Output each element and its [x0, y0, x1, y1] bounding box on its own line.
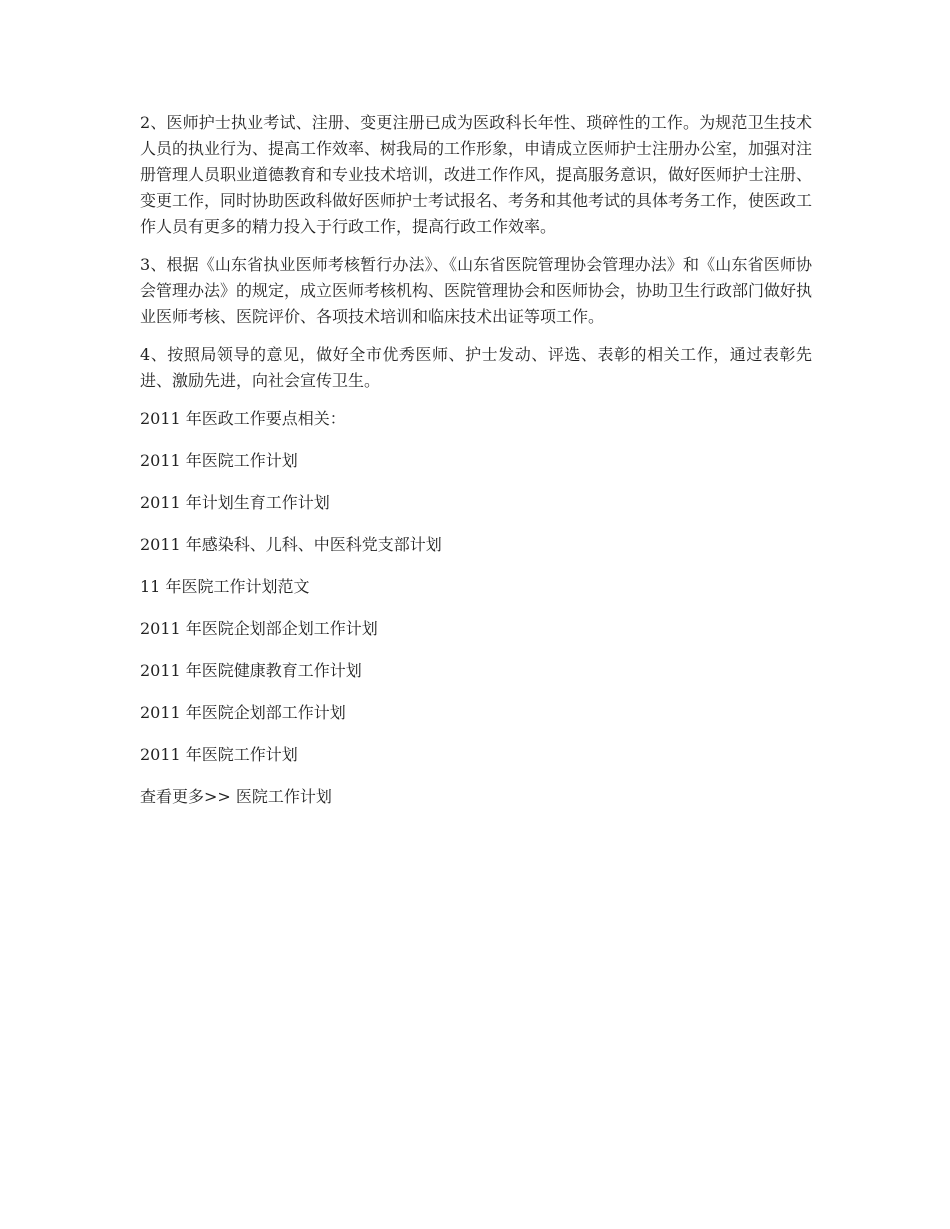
related-link[interactable]: 2011 年计划生育工作计划	[140, 493, 330, 512]
related-link[interactable]: 2011 年感染科、儿科、中医科党支部计划	[140, 535, 442, 554]
related-link[interactable]: 11 年医院工作计划范文	[140, 577, 310, 596]
related-link[interactable]: 2011 年医院健康教育工作计划	[140, 661, 362, 680]
related-link[interactable]: 2011 年医院工作计划	[140, 451, 298, 470]
paragraph-item-4: 4、按照局领导的意见，做好全市优秀医师、护士发动、评选、表彰的相关工作，通过表彰先进、激励先进，向社会宣传卫生。	[140, 345, 812, 390]
related-link[interactable]: 2011 年医院企划部企划工作计划	[140, 619, 378, 638]
see-more-link[interactable]: 查看更多>> 医院工作计划	[140, 787, 332, 806]
paragraph-item-3: 3、根据《山东省执业医师考核暂行办法》、《山东省医院管理协会管理办法》和《山东省医师协会管理办法》的规定，成立医师考核机构、医院管理协会和医师协会，协助卫生行政部门做好执业医师考核、医院评价、各项技术培训和临床技术出证等项工作。	[140, 255, 813, 326]
related-link[interactable]: 2011 年医院企划部工作计划	[140, 703, 346, 722]
paragraph-item-2: 2、医师护士执业考试、注册、变更注册已成为医政科长年性、琐碎性的工作。为规范卫生技术人员的执业行为、提高工作效率、树我局的工作形象，申请成立医师护士注册办公室，加强对注册管理人员职业道德教育和专业技术培训，改进工作作风，提高服务意识，做好医师护士注册、变更工作，同时协助医政科做好医师护士考试报名、考务和其他考试的具体考务工作，使医政工作人员有更多的精力投入于行政工作，提高行政工作效率。	[140, 113, 813, 236]
related-link[interactable]: 2011 年医院工作计划	[140, 745, 298, 764]
related-heading: 2011 年医政工作要点相关：	[140, 409, 346, 428]
document-body	[140, 110, 812, 826]
